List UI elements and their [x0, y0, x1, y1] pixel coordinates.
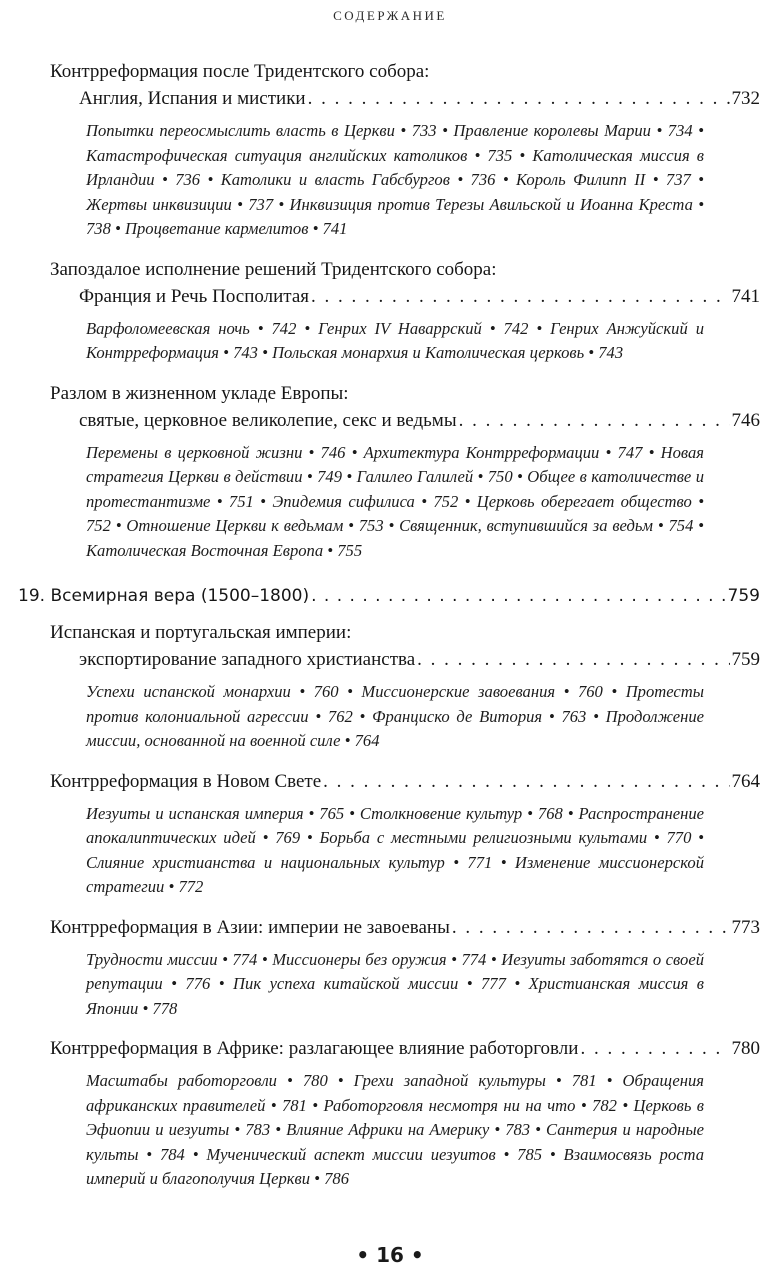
dot-leader [308, 85, 730, 112]
page-number-footer: • 16 • [356, 1243, 424, 1267]
toc-section-entry[interactable] [50, 1035, 760, 1192]
toc-section-entry[interactable] [50, 256, 760, 366]
section-subtitle: Франция и Речь Посполитая [79, 285, 310, 307]
dot-leader [580, 1035, 729, 1062]
toc-section-entry[interactable] [50, 619, 760, 754]
section-subtitle: святые, церковное великолепие, секс и ведьмы [79, 409, 457, 431]
toc-section-entry[interactable] [50, 58, 760, 242]
section-subtopics: Попытки переосмыслить власть в Церкви • 733 • Правление королевы Марии • 734 • Катастрофическая ситуация английских католиков • 735 • Католическая миссия в Ирландии • 736 • Католики и власть Габсбургов • 736 • Король Филипп II • 737 • Жертвы инквизиции • 737 • Инквизиция против Терезы Авильской и Иоанна Креста • 738 • Процветание кармелитов • 741 [86, 121, 704, 238]
toc-sections-after [0, 619, 780, 1192]
running-header: СОДЕРЖАНИЕ [333, 8, 447, 23]
section-title: Разлом в жизненном укладе Европы: [50, 382, 349, 404]
section-page-number: 780 [731, 1038, 760, 1059]
section-subtopics: Трудности миссии • 774 • Миссионеры без оружия • 774 • Иезуиты заботятся о своей репутации • 776 • Пик успеха китайской миссии • 777 • Христианская миссия в Японии • 778 [86, 949, 704, 1018]
section-title: Испанская и португальская империи: [50, 622, 352, 643]
section-title-line [79, 283, 760, 310]
dot-leader [452, 914, 730, 941]
dot-leader [459, 407, 730, 434]
section-title-line [50, 1035, 760, 1062]
section-subtitle: Контрреформация в Новом Свете [50, 770, 322, 792]
section-page-number: 746 [731, 409, 760, 431]
section-title-line [79, 407, 760, 434]
section-title-line [79, 646, 760, 673]
toc-sections-before [0, 58, 780, 563]
toc-chapter-entry[interactable] [18, 583, 760, 609]
section-page-number: 773 [731, 916, 760, 938]
toc-section-entry[interactable] [50, 768, 760, 900]
section-page-number: 759 [731, 649, 760, 670]
section-subtitle: Контрреформация в Африке: разлагающее влияние работорговли [50, 1038, 579, 1059]
dot-leader [311, 283, 729, 310]
section-subtopics: Масштабы работорговли • 780 • Грехи западной культуры • 781 • Обращения африканских правителей • 781 • Работорговля несмотря ни на что • 782 • Церковь в Эфиопии и иезуиты • 783 • Влияние Африки на Америку • 783 • Сантерия и народные культы • 784 • Мученический аспект миссии иезуитов • 785 • Взаимосвязь роста империй и благополучия Церкви • 786 [86, 1071, 704, 1188]
section-page-number: 741 [731, 285, 760, 307]
section-title-line [79, 85, 760, 112]
chapter-page-number: 759 [727, 586, 760, 606]
toc-section-entry[interactable] [50, 914, 760, 1022]
section-title-line [50, 914, 760, 941]
section-subtitle: экспортирование западного христианства [79, 649, 416, 670]
section-subtopics: Перемены в церковной жизни • 746 • Архитектура Контрреформации • 747 • Новая стратегия Церкви в действии • 749 • Галилео Галилей • 750 • Общее в католичестве и протестантизме • 751 • Эпидемия сифилиса • 752 • Церковь оберегает общество • 752 • Отношение Церкви к ведьмам • 753 • Священник, вступившийся за ведьм • 754 • Католическая Восточная Европа • 755 [86, 442, 704, 560]
section-subtopics: Иезуиты и испанская империя • 765 • Столкновение культур • 768 • Распространение апокалиптических идей • 769 • Борьба с местными религиозными культами • 770 • Слияние христианства и национальных культур • 771 • Изменение миссионерской стратегии • 772 [86, 803, 704, 896]
chapter-title: 19. Всемирная вера (1500–1800) [18, 586, 310, 606]
section-title-line [50, 768, 760, 795]
section-page-number: 764 [731, 770, 760, 792]
toc-section-entry[interactable] [50, 380, 760, 564]
section-subtopics: Варфоломеевская ночь • 742 • Генрих IV Наваррский • 742 • Генрих Анжуйский и Контрреформация • 743 • Польская монархия и Католическая церковь • 743 [86, 318, 704, 362]
section-title: Контрреформация после Тридентского собора: [50, 61, 430, 82]
section-subtitle: Контрреформация в Азии: империи не завоеваны [50, 916, 450, 938]
section-subtopics: Успехи испанской монархии • 760 • Миссионерские завоевания • 760 • Протесты против колониальной агрессии • 762 • Франциско де Витория • 763 • Продолжение миссии, основанной на военной силе • 764 [86, 682, 704, 750]
dot-leader [311, 583, 725, 609]
section-subtitle: Англия, Испания и мистики [79, 88, 306, 109]
dot-leader [323, 768, 729, 795]
toc-content [0, 58, 780, 1206]
section-title: Запоздалое исполнение решений Тридентского собора: [50, 258, 497, 280]
dot-leader [417, 646, 729, 673]
section-page-number: 732 [731, 88, 760, 109]
